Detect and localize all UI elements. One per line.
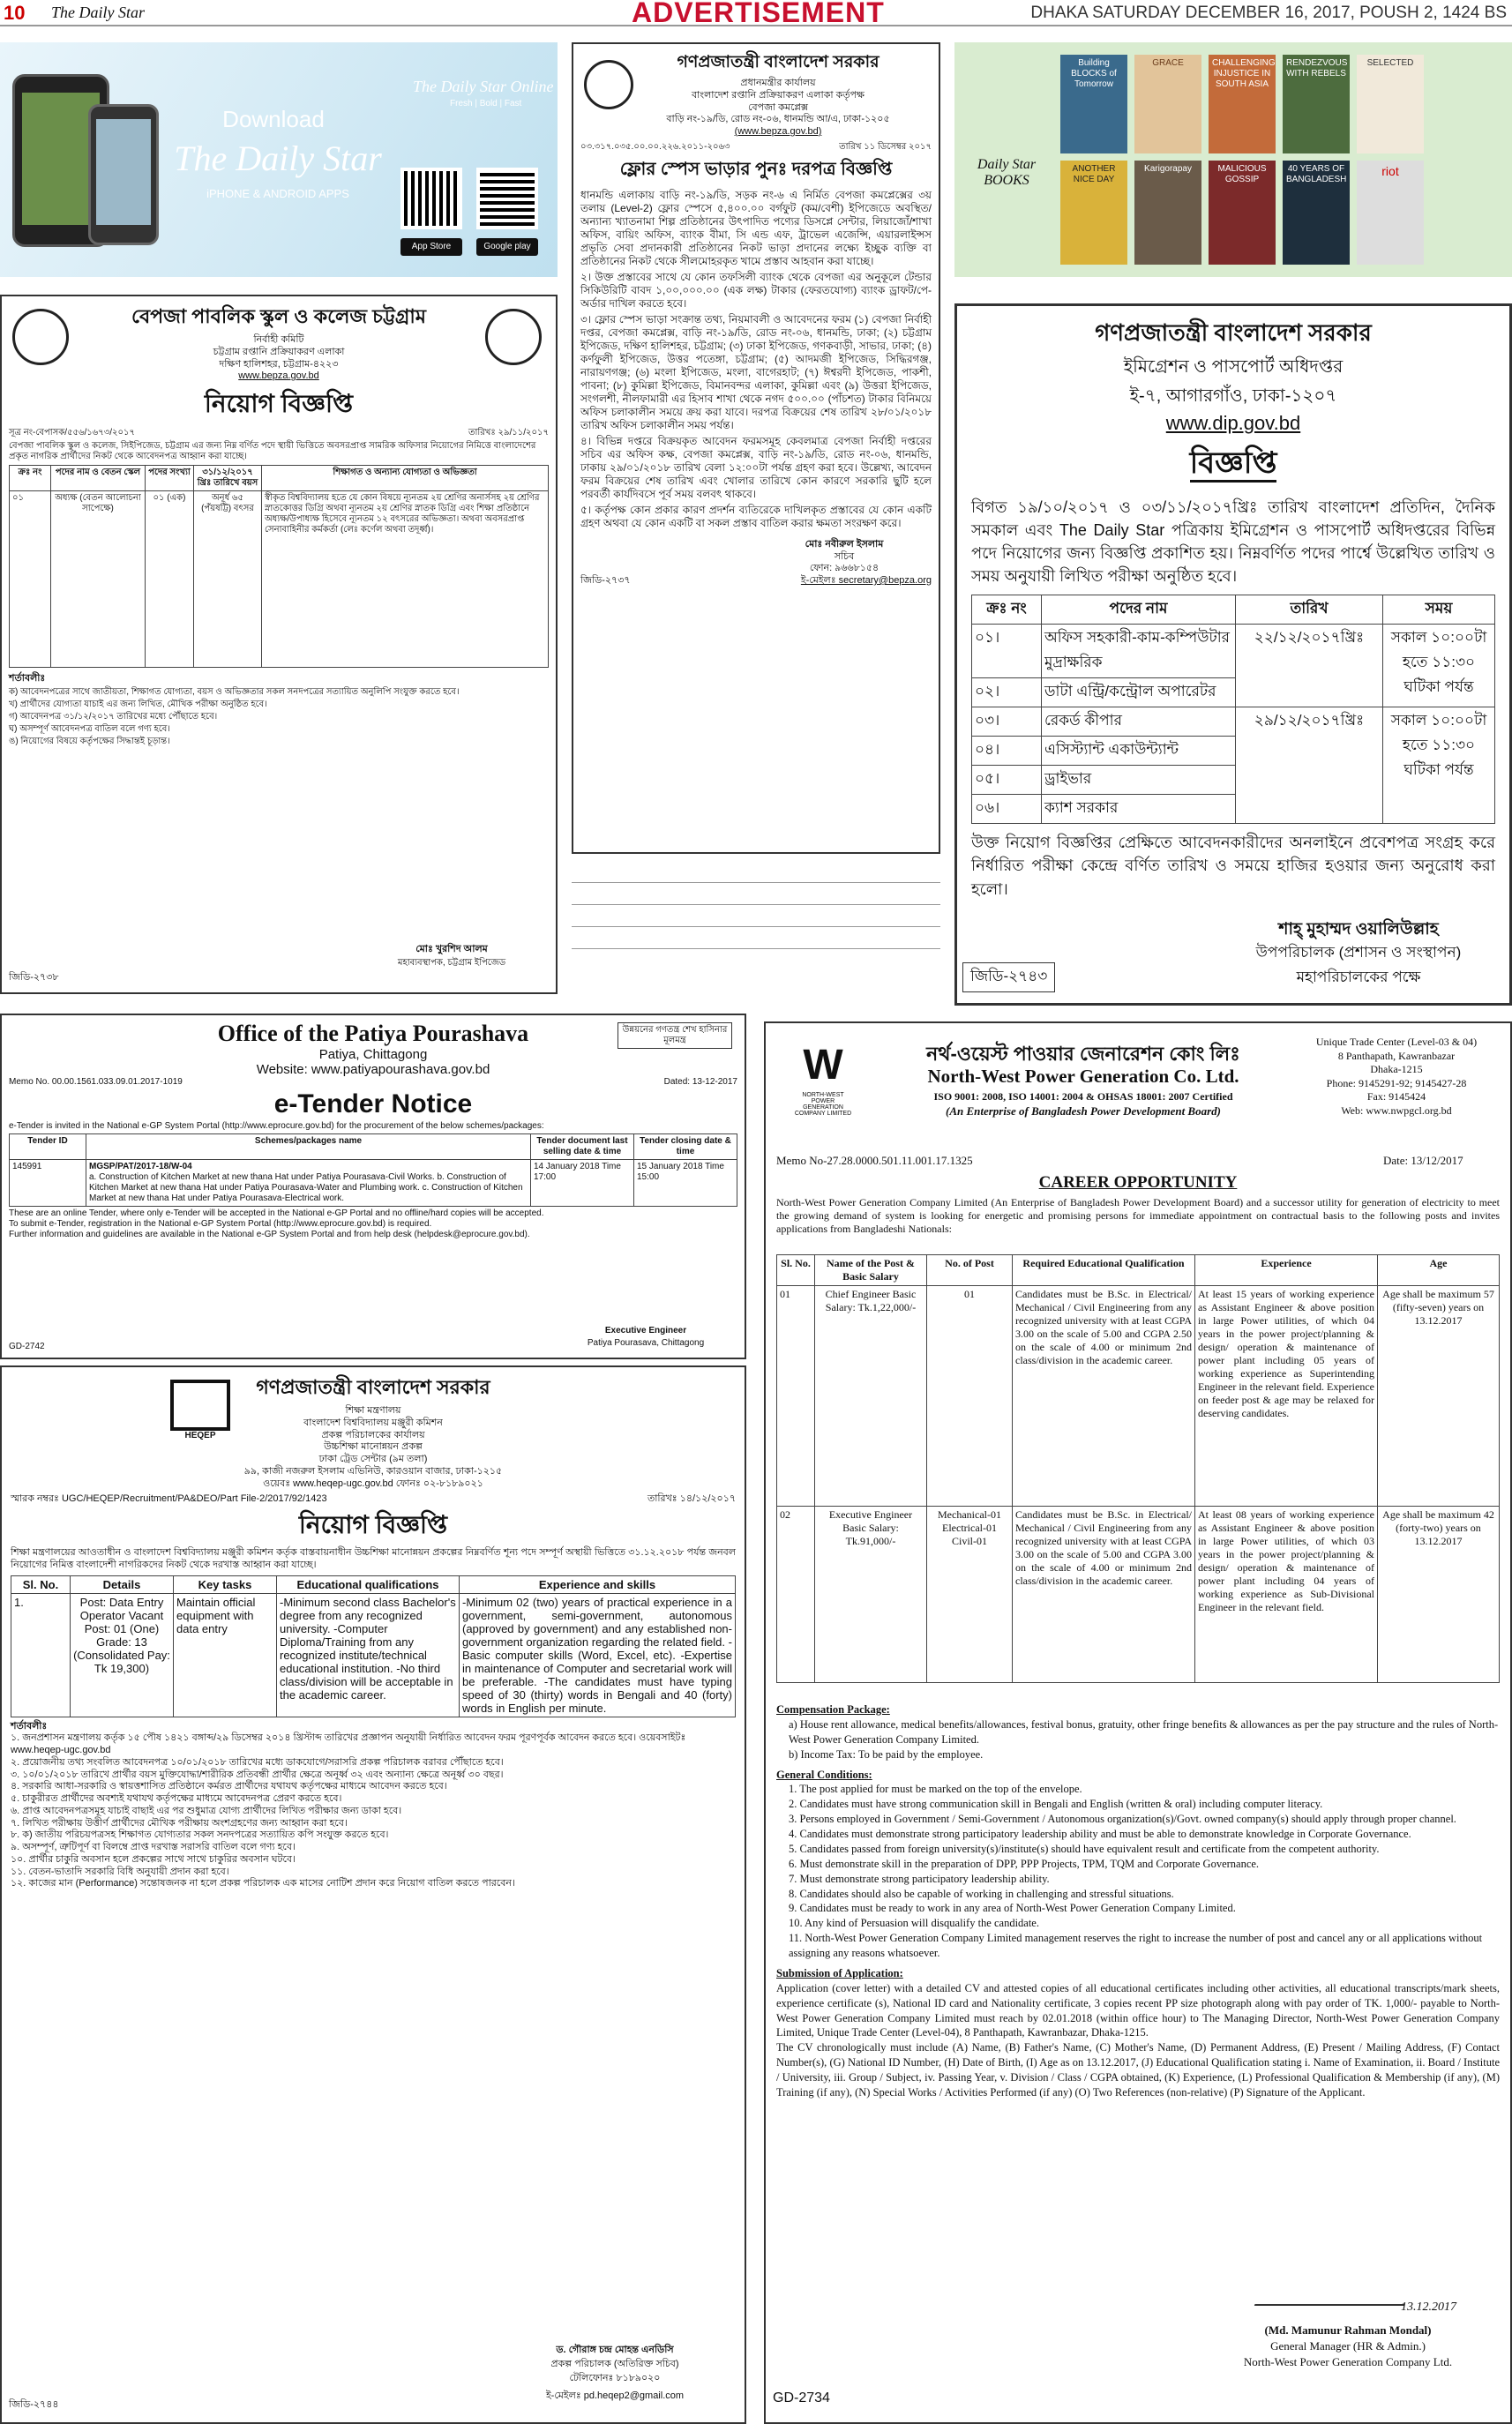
table-cell: ক্যাশ সরকার bbox=[1042, 795, 1236, 824]
bepza-school-ad bbox=[0, 295, 558, 994]
school-sig-title: মহাব্যবস্থাপক, চট্টগ্রাম ইপিজেড bbox=[397, 958, 506, 968]
heqep-title: গণপ্রজাতন্ত্রী বাংলাদেশ সরকার bbox=[256, 1376, 490, 1398]
heqep-line6: ৯৯, কাজী নজরুল ইসলাম এভিনিউ, কারওয়ান বাজার, ঢাকা-১২১৫ bbox=[243, 1465, 503, 1477]
ds-online-brand: The Daily Star Online bbox=[413, 78, 554, 95]
table-cell: Chief Engineer Basic Salary: Tk.1,22,000/- bbox=[815, 1286, 927, 1507]
table-header-row bbox=[972, 595, 1495, 625]
patiya-date: Dated: 13-12-2017 bbox=[663, 1077, 737, 1087]
table-header: Educational qualifications bbox=[277, 1575, 460, 1593]
bepza-tender-ad bbox=[572, 42, 940, 854]
nwpgcl-sig-date: 13.12.2017 bbox=[1401, 2301, 1456, 2314]
table-header: Age bbox=[1378, 1255, 1500, 1286]
table-cell: 14 January 2018 Time 17:00 bbox=[531, 1160, 634, 1207]
bepza-website-link[interactable]: (www.bepza.gov.bd) bbox=[734, 126, 822, 137]
dip-website-link[interactable]: www.dip.gov.bd bbox=[1165, 412, 1301, 434]
table-header: No. of Post bbox=[927, 1255, 1013, 1286]
heqep-memo: স্মারক নম্বরঃ UGC/HEQEP/Recruitment/PA&DEO/Part File-2/2017/92/1423 bbox=[11, 1493, 327, 1505]
table-row bbox=[972, 707, 1495, 737]
bepza-logo-icon bbox=[485, 309, 542, 365]
bepza-tender-p2: ২। উক্ত প্রস্তাবের সাথে যে কোন তফসিলী ব্যাংক থেকে বেপজা এর অনুকূলে টেন্ডার সিকিউরিটি বাবদ ১,০০,০০০.০০ (এক লক্ষ) টাকার (ফেরতযোগ্য) ব্যাংক ড্রাফট/পে-অর্ডার দাখিল করতে হবে। bbox=[580, 270, 932, 310]
list-item: ৯. অসম্পূর্ণ, ত্রুটিপূর্ণ বা বিলম্বে প্রাপ্ত দরখাস্ত সরাসরি বাতিল বলে গণ্য হবে। bbox=[11, 1842, 296, 1852]
sub-paragraph: The CV chronologically must include (A) Name, (B) Father's Name, (C) Mother's Name, (D) Permanent Address, (E) Present / Mailing Address, (F) Contact Number(s), (G) National ID Number, (H) Date of Birth, (I) Age as on 13.12.2017, (J) Educational Qualification stating i. Name of Examination, ii. Board / Institute / University, iii. Group / Subject, iv. Passing Year, v. Division / Class / CGPA obtained, (K) Experience, (L) Professional Qualification & Membership (if any), (M) Training (if any), (N) Special Works / Activities Performed (if any) (O) Two References (non-relative) (P) Signature of the Applicant. bbox=[776, 2041, 1500, 2099]
nwpgcl-intro: North-West Power Generation Company Limited (An Enterprise of Bangladesh Power Development Board) and a successor utility for generation of electricity to meet the growing demand of system is looking for energetic and promising persons for immediate appointment on contractual basis to the following posts and invites applications from Bangladeshi Nationals: bbox=[776, 1196, 1500, 1235]
address-line: Dhaka-1215 bbox=[1370, 1063, 1423, 1076]
list-item: 9. Candidates must be ready to work in any area of North-West Power Generation Company Limited. bbox=[789, 1902, 1236, 1915]
app-title: The Daily Star bbox=[174, 138, 382, 178]
heqep-line1: শিক্ষা মন্ত্রণালয় bbox=[345, 1405, 401, 1416]
list-item: b) Income Tax: To be paid by the employee. bbox=[789, 1747, 984, 1761]
table-header-row bbox=[10, 1134, 737, 1160]
table-cell: ০১। bbox=[972, 625, 1042, 678]
dip-sig-title: উপপরিচালক (প্রশাসন ও সংস্থাপন) bbox=[1255, 944, 1462, 961]
table-cell: At least 15 years of working experience as Assistant Engineer & above position in large Power utilities, of which 04 years in the power project/planning & design/ operation & maintenance of power plant including 05 years of working experience as Superintending Engineer in the relevant field. Experience on feeder post & age may be relaxed for deserving candidates. bbox=[1195, 1286, 1378, 1507]
heqep-email-link[interactable]: ই-মেইলঃ pd.heqep2@gmail.com bbox=[545, 2390, 685, 2401]
address-line: Fax: 9145424 bbox=[1366, 1090, 1426, 1104]
nwpgcl-logo-text: NORTH-WEST POWER GENERATION COMPANY LIMITED bbox=[794, 1092, 852, 1117]
dip-sig-name: শাহ্ মুহাম্মদ ওয়ালিউল্লাহ bbox=[1278, 920, 1439, 939]
table-cell: অধ্যক্ষ (বেতন আলোচনা সাপেক্ষে) bbox=[51, 491, 146, 668]
dip-intro: বিগত ১৯/১০/২০১৭ ও ০৩/১১/২০১৭খ্রিঃ তারিখ বাংলাদেশ প্রতিদিন, দৈনিক সমকাল এবং The Daily Star পত্রিকায় ইমিগ্রেশন ও পাসপোর্ট অধিদপ্তরের বিভিন্ন পদে নিয়োগের জন্য বিজ্ঞপ্তি প্রকাশিত হয়। নিম্নবর্ণিত পদের পার্শ্বে উল্লেখিত তারিখ ও সময় অনুযায়ী লিখিত পরীক্ষা অনুষ্ঠিত হবে। bbox=[971, 498, 1495, 586]
table-header: Tender closing date & time bbox=[634, 1134, 737, 1160]
school-code: জিডি-২৭৩৮ bbox=[9, 972, 59, 983]
nwpgcl-iso: ISO 9001: 2008, ISO 14001: 2004 & OHSAS 18001: 2007 Certified bbox=[933, 1090, 1233, 1103]
nwpgcl-address bbox=[1295, 1036, 1498, 1118]
gc-title: General Conditions: bbox=[776, 1768, 872, 1781]
list-item: 10. Any kind of Persuasion will disqualify the candidate. bbox=[789, 1917, 1039, 1930]
nwpgcl-enterprise: (An Enterprise of Bangladesh Power Development Board) bbox=[945, 1104, 1221, 1118]
list-item: ঘ) অসম্পূর্ণ আবেদনপত্র বাতিল বলে গণ্য হবে। bbox=[9, 723, 170, 734]
blank-lines bbox=[572, 882, 940, 953]
phone-image-2 bbox=[88, 104, 159, 245]
table-header: তারিখ bbox=[1236, 595, 1383, 625]
list-item: 6. Must demonstrate skill in the preparation of DPP, PPP Projects, TPM, TQM and Corporate Governance. bbox=[789, 1857, 1260, 1870]
school-table bbox=[9, 465, 549, 668]
book-cover: Karigorapay bbox=[1134, 161, 1201, 265]
list-item: 1. The post applied for must be marked on the top of the envelope. bbox=[789, 1783, 1082, 1796]
table-cell: 01 bbox=[927, 1286, 1013, 1507]
table-header: পদের নাম bbox=[1042, 595, 1236, 625]
table-cell: ০৪। bbox=[972, 737, 1042, 766]
table-header-row bbox=[10, 466, 549, 491]
table-header: ক্রঃ নং bbox=[10, 466, 51, 491]
table-cell: সকাল ১০:০০টা হতে ১১:৩০ ঘটিকা পর্যন্ত bbox=[1383, 625, 1495, 707]
heqep-heading: নিয়োগ বিজ্ঞপ্তি bbox=[298, 1511, 448, 1538]
heqep-sig-title: প্রকল্প পরিচালক (অতিরিক্ত সচিব) bbox=[550, 2359, 679, 2369]
books-ad bbox=[954, 42, 1512, 277]
signature-image bbox=[1254, 2276, 1415, 2306]
table-header: Experience and skills bbox=[460, 1575, 736, 1593]
table-cell: ০৫। bbox=[972, 766, 1042, 795]
table-row bbox=[10, 491, 549, 668]
table-row bbox=[10, 1160, 737, 1207]
heqep-sig-phone: টেলিফোনঃ ৮১৮৯০২০ bbox=[569, 2373, 661, 2383]
list-item: Further information and guidelines are available in the National e-GP System Portal and from help desk (helpdesk@eprocure.gov.bd). bbox=[9, 1230, 530, 1239]
heqep-logo bbox=[169, 1380, 231, 1450]
bepza-tender-ref: ০৩.৩১৭.০৩৫.০০.০০.২২৬.২০১১-২০৬৩ bbox=[580, 141, 730, 152]
app-store-button[interactable]: App Store bbox=[400, 238, 462, 256]
table-cell: এসিস্ট্যান্ট একাউন্ট্যান্ট bbox=[1042, 737, 1236, 766]
table-header: Schemes/packages name bbox=[86, 1134, 531, 1160]
table-cell: 145991 bbox=[10, 1160, 86, 1207]
table-cell: Maintain official equipment with data entry bbox=[174, 1593, 277, 1717]
table-header: Experience bbox=[1195, 1255, 1378, 1286]
list-item: ১০. প্রার্থীর চাকুরি অবসান হলে প্রকল্পের সাথে সাথে চাকুরির অবসান ঘটবে। bbox=[11, 1853, 296, 1865]
app-subtitle: iPHONE & ANDROID APPS bbox=[206, 187, 349, 200]
nwpgcl-body bbox=[776, 1702, 1500, 2100]
table-cell: ০১ (এক) bbox=[146, 491, 194, 668]
book-cover: MALICIOUS GOSSIP bbox=[1209, 161, 1276, 265]
patiya-memo: Memo No. 00.00.1561.033.09.01.2017-1019 bbox=[9, 1077, 183, 1087]
address-line: Web: www.nwpgcl.org.bd bbox=[1341, 1104, 1452, 1117]
table-cell: Mechanical-01 Electrical-01 Civil-01 bbox=[927, 1507, 1013, 1683]
patiya-code: GD-2742 bbox=[9, 1342, 45, 1351]
table-cell: রেকর্ড কীপার bbox=[1042, 707, 1236, 737]
list-item: These are an online Tender, where only e-Tender will be accepted in the National e-GP Portal and no offline/hard copies will be accepted. bbox=[9, 1208, 544, 1218]
school-date: তারিখঃ ২৯/১১/২০১৭ bbox=[468, 428, 549, 438]
address-line: 8 Panthapath, Kawranbazar bbox=[1337, 1049, 1456, 1062]
school-intro: বেপজা পাবলিক স্কুল ও কলেজ, সিইপিজেড, চট্টগ্রাম এর জন্য নিম্ন বর্ণিত পদে স্থায়ী ভিত্তিতে অবসরপ্রাপ্ত সামরিক অফিসার নিয়োগের নিমিত্তে বাংলাদেশের প্রকৃত নাগরিক প্রার্থীদের নিকট থেকে আবেদনপত্র আহ্বান করা যাচ্ছে। bbox=[9, 441, 536, 461]
table-header: Details bbox=[71, 1575, 174, 1593]
school-heading: নিয়োগ বিজ্ঞপ্তি bbox=[204, 390, 354, 417]
patiya-table bbox=[9, 1133, 737, 1207]
package-id: MGSP/PAT/2017-18/W-04 bbox=[89, 1162, 192, 1171]
table-header: Tender document last selling date & time bbox=[531, 1134, 634, 1160]
nwpgcl-table bbox=[776, 1254, 1500, 1683]
book-cover: CHALLENGING INJUSTICE IN SOUTH ASIA bbox=[1209, 55, 1276, 153]
table-cell: ০৬। bbox=[972, 795, 1042, 824]
patiya-memoline bbox=[9, 1077, 737, 1088]
table-cell: Executive Engineer Basic Salary: Tk.91,000/- bbox=[815, 1507, 927, 1683]
school-refline bbox=[9, 428, 549, 438]
books-brand: Daily Star BOOKS bbox=[977, 157, 1037, 188]
heqep-date: তারিখঃ ১৪/১২/২০১৭ bbox=[647, 1493, 736, 1505]
school-website-link[interactable]: www.bepza.gov.bd bbox=[238, 370, 319, 382]
school-ref: সূত্র নং-বেপাসক/৫৫৬/১৬৭৩/২০১৭ bbox=[9, 428, 136, 438]
list-item: ৫. চাকুরীরত প্রার্থীদের অবশ্যই যথাযথ কর্তৃপক্ষের মাধ্যমে আবেদনপত্র প্রেরণ করতে হবে। bbox=[11, 1793, 342, 1804]
dip-line2: ই-৭, আগারগাঁও, ঢাকা-১২০৭ bbox=[1129, 386, 1337, 406]
patiya-sig-org: Patiya Pourasava, Chittagong bbox=[587, 1338, 705, 1348]
heqep-line4: উচ্চশিক্ষা মানোন্নয়ন প্রকল্প bbox=[324, 1441, 423, 1453]
bepza-tender-p5: ৫। কর্তৃপক্ষ কোন প্রকার কারণ প্রদর্শন ব্যতিরেকে দাখিলকৃত প্রস্তাবের যে কোন একটি গ্রহণ অথবা যে কোন একটি বা সকল প্রস্তাব বাতিল করার ক্ষমতা সংরক্ষণ করে। bbox=[580, 503, 932, 529]
bepza-tender-line2: বাংলাদেশ রপ্তানি প্রক্রিয়াকরণ এলাকা কর্তৃপক্ষ bbox=[692, 89, 865, 101]
list-item: 4. Candidates must demonstrate strong participatory leadership ability and must be able to demonstrate knowledge in Corporate Governance. bbox=[789, 1828, 1411, 1840]
heqep-sig-name: ড. গৌরাঙ্গ চন্দ্র মোহন্ত এনডিসি bbox=[556, 2345, 674, 2355]
patiya-title: Office of the Patiya Pourashava bbox=[217, 1021, 529, 1046]
table-row bbox=[777, 1507, 1500, 1683]
table-cell: Age shall be maximum 42 (forty-two) years on 13.12.2017 bbox=[1378, 1507, 1500, 1683]
heqep-line2: বাংলাদেশ বিশ্ববিদ্যালয় মঞ্জুরী কমিশন bbox=[303, 1417, 443, 1428]
nwpgcl-code: GD-2734 bbox=[773, 2390, 830, 2405]
school-terms-title: শর্তাবলীঃ bbox=[9, 673, 46, 684]
bepza-tender-date: তারিখ ১১ ডিসেম্বর ২০১৭ bbox=[839, 141, 932, 152]
table-cell: ২২/১২/২০১৭খ্রিঃ bbox=[1236, 625, 1383, 707]
list-item: ৮. ক) জাতীয় পরিচয়পত্রসহ শিক্ষাগত যোগ্যতার সকল সনদপত্রের সত্যায়িত কপি সংযুক্ত করতে হবে। bbox=[11, 1829, 389, 1841]
nwpgcl-heading: CAREER OPPORTUNITY bbox=[1038, 1173, 1238, 1192]
school-line2: চট্টগ্রাম রপ্তানি প্রক্রিয়াকরণ এলাকা bbox=[213, 346, 345, 357]
heqep-website-link[interactable]: ওয়েবঃ www.heqep-ugc.gov.bd ফোনঃ ০২-৮১৮৯০২১ bbox=[263, 1478, 483, 1489]
list-item: ঙ) নিয়োগের বিষয়ে কর্তৃপক্ষের সিদ্ধান্তই চূড়ান্ত। bbox=[9, 736, 170, 746]
nwpgcl-sig-title: General Manager (HR & Admin.) bbox=[1270, 2339, 1426, 2353]
table-cell: ০১ bbox=[10, 491, 51, 668]
table-header: সময় bbox=[1383, 595, 1495, 625]
table-cell: Candidates must be B.Sc. in Electrical/ Mechanical / Civil Engineering from any recognized university with at least CGPA 3.00 on the scale of 5.00 and CGPA 3.00 on the scale of 4.00 or minimum 2nd class/division in the academic career. bbox=[1013, 1507, 1195, 1683]
list-item: 8. Candidates should also be capable of working in challenging and stressful situations. bbox=[789, 1887, 1174, 1900]
heqep-memoline bbox=[11, 1493, 736, 1506]
book-cover: 40 YEARS OF BANGLADESH bbox=[1283, 161, 1350, 265]
table-cell: ড্রাইভার bbox=[1042, 766, 1236, 795]
dip-line1: ইমিগ্রেশন ও পাসপোর্ট অধিদপ্তর bbox=[1123, 357, 1344, 377]
bepza-tender-line4: বাড়ি নং-১৯/ডি, রোড নং-০৬, ধানমন্ডি আ/এ, ঢাকা-১২০৫ bbox=[666, 114, 890, 125]
table-header-row bbox=[777, 1255, 1500, 1286]
book-cover: GRACE bbox=[1134, 55, 1201, 153]
table-row bbox=[11, 1593, 736, 1717]
bepza-tender-code: জিডি-২৭৩৭ bbox=[580, 575, 631, 586]
list-item: 3. Persons employed in Government / Semi-Government / Autonomous organization(s)/Govt. owned company(s) should apply through proper channel. bbox=[789, 1813, 1456, 1826]
list-item: ১. জনপ্রশাসন মন্ত্রণালয় কর্তৃক ১৫ পৌষ ১৪২১ বঙ্গাব্দ/২৯ ডিসেম্বর ২০১৪ খ্রিস্টাব্দ তারিখের প্রজ্ঞাপন অনুযায়ী নির্ধারিত আবেদন ফরম পূরণপূর্বক আবেদন করতে হবে। ওয়েবসাইটঃ www.heqep-ugc.gov.bd bbox=[11, 1732, 686, 1755]
list-item: ১২. কাজের মান (Performance) সন্তোষজনক না হলে প্রকল্প পরিচালক এক মাসের নোটিশ প্রদান করে নিয়োগ বাতিল করতে পারবেন। bbox=[11, 1878, 515, 1889]
table-header-row bbox=[11, 1575, 736, 1593]
bepza-tender-refline bbox=[580, 142, 932, 153]
list-item: ৪. সরকারি আধা-সরকারি ও স্বায়ত্তশাসিত প্রতিষ্ঠানে কর্মরত প্রার্থীদের যথাযথ কর্তৃপক্ষের মাধ্যমে আবেদন করতে হবে। bbox=[11, 1781, 447, 1792]
bepza-tender-line1: প্রধানমন্ত্রীর কার্যালয় bbox=[740, 78, 816, 88]
nwpgcl-title: North-West Power Generation Co. Ltd. bbox=[927, 1066, 1239, 1087]
heqep-logo-icon bbox=[170, 1380, 230, 1431]
package-desc: a. Construction of Kitchen Market at new thana Hat under Patiya Pourasava-Civil Works. b. Construction of Kitchen Market at new thana Hat under Patiya Pourasava-Water and Plumbing work. c. Construction of Kitchen Market at new thana Hat under Patiya Pourasava-Electrical work. bbox=[89, 1172, 523, 1203]
address-line: Unique Trade Center (Level-03 & 04) bbox=[1315, 1036, 1478, 1048]
dip-ad bbox=[954, 303, 1512, 1006]
school-logo-icon bbox=[12, 309, 69, 365]
bepza-tender-phone: ফোন: ৯৬৬৮১৫৪ bbox=[809, 563, 880, 574]
bepza-email-link[interactable]: ই-মেইলঃ secretary@bepza.org bbox=[800, 575, 932, 586]
table-cell: Candidates must be B.Sc. in Electrical/ Mechanical / Civil Engineering from any recognized university with at least CGPA 3.00 on the scale of 5.00 and CGPA 2.50 on the scale of 4.00 or minimum 2nd class/division in the academic career. bbox=[1013, 1286, 1195, 1507]
sub-paragraph: Application (cover letter) with a detailed CV and attested copies of all educational certificates including other activities, all educational transcripts/mark sheets, experience certificate (s), National ID card and Nationality certificate, 3 copies recent PP size photograph along with pay order of TK. 1,000/- payable to North-West Power Generation Company Limited must reach by 02.01.2018 (within office hour) to The Managing Director, North-West Power Generation Company Limited, Unique Trade Center (Level-04), 8 Panthapath, Kawranbazar, Dhaka-1215. bbox=[776, 1981, 1500, 2039]
table-header: Name of the Post & Basic Salary bbox=[815, 1255, 927, 1286]
table-header: ৩১/১২/২০১৭ খ্রিঃ তারিখে বয়স bbox=[194, 466, 262, 491]
dateline: DHAKA SATURDAY DECEMBER 16, 2017, POUSH 2, 1424 BS bbox=[1030, 4, 1507, 22]
nwpgcl-memo: Memo No-27.28.0000.501.11.001.17.1325 bbox=[776, 1154, 973, 1167]
list-item: খ) প্রার্থীদের যোগ্যতা যাচাই এর জন্য লিখিত, মৌখিক পরীক্ষা অনুষ্ঠিত হবে। bbox=[9, 699, 267, 709]
heqep-terms-title: শর্তাবলীঃ bbox=[11, 1720, 48, 1732]
table-cell: Post: Data Entry Operator Vacant Post: 01 (One) Grade: 13 (Consolidated Pay: Tk 19,300) bbox=[71, 1593, 174, 1717]
nwpgcl-ad bbox=[764, 1021, 1512, 2424]
dip-code: জিডি-২৭৪৩ bbox=[962, 962, 1055, 992]
list-item: ২. প্রয়োজনীয় তথ্য সংবলিত আবেদনপত্র ১০/০১/২০১৮ তারিখের মধ্যে ডাকযোগে/সরাসরি প্রকল্প পরিচালক বরাবর পৌঁছাতে হবে। bbox=[11, 1756, 504, 1768]
table-header: পদের সংখ্যা bbox=[146, 466, 194, 491]
dip-heading-wrap bbox=[971, 440, 1495, 490]
bepza-tender-footer bbox=[580, 575, 932, 587]
dip-note: উক্ত নিয়োগ বিজ্ঞপ্তির প্রেক্ষিতে আবেদনকারীদের অনলাইনে প্রবেশপত্র সংগ্রহ করে নির্ধারিত পরীক্ষা কেন্দ্রে বর্ণিত তারিখ ও সময়ে হাজির হওয়ার জন্য অনুরোধ করা হলো। bbox=[971, 834, 1495, 898]
book-cover: Building BLOCKS of Tomorrow bbox=[1060, 55, 1127, 153]
book-cover: SELECTED bbox=[1357, 55, 1424, 153]
heqep-line5: ঢাকা ট্রেড সেন্টার (৯ম তলা) bbox=[318, 1454, 428, 1464]
qr-code-ios-icon bbox=[400, 168, 462, 229]
patiya-stamp: উন্নয়নের গণতন্ত্র শেখ হাসিনার মূলমন্ত্র bbox=[618, 1022, 732, 1049]
page-number: 10 bbox=[4, 2, 26, 24]
table-cell: -Minimum 02 (two) years of practical experience in a government, semi-government, autonomous (approved by government) and any established non-government organization regarding the related field. -Basic computer skills (Word, Excel, etc). -Expertise in maintenance of Computer and secretarial work will be preferable. -The candidates must have typing speed of 30 (thirty) words in Bengali and 40 (forty) words in English per minute. bbox=[460, 1593, 736, 1717]
nwpgcl-sig-org: North-West Power Generation Company Ltd. bbox=[1243, 2355, 1453, 2368]
list-item: ৩. ১০/০১/২০১৮ তারিখে প্রার্থীর বয়স মুক্তিযোদ্ধা/শারীরিক প্রতিবন্ধী প্রার্থীর ক্ষেত্রে অনূর্ধ্ব ৩২ এবং অন্যান্য ক্ষেত্রে অনূর্ধ্ব ৩০ বছর। bbox=[11, 1769, 504, 1780]
nwpgcl-logo bbox=[792, 1039, 854, 1136]
table-cell: 15 January 2018 Time 15:00 bbox=[634, 1160, 737, 1207]
nwpgcl-date: Date: 13/12/2017 bbox=[1383, 1154, 1463, 1167]
app-ad bbox=[0, 42, 558, 277]
book-cover: riot bbox=[1357, 161, 1424, 265]
nwpgcl-bn-title: নর্থ-ওয়েস্ট পাওয়ার জেনারেশন কোং লিঃ bbox=[926, 1043, 1240, 1065]
nwpgcl-logo-icon: W bbox=[803, 1042, 843, 1089]
table-cell: সকাল ১০:০০টা হতে ১১:৩০ ঘটিকা পর্যন্ত bbox=[1383, 707, 1495, 824]
nwpgcl-sig-name: (Md. Mamunur Rahman Mondal) bbox=[1264, 2323, 1432, 2337]
bepza-tender-sig-name: মোঃ নবীরুল ইসলাম bbox=[805, 538, 884, 550]
table-cell: ০৩। bbox=[972, 707, 1042, 737]
table-cell: 02 bbox=[777, 1507, 815, 1683]
table-cell: Age shall be maximum 57 (fifty-seven) years on 13.12.2017 bbox=[1378, 1286, 1500, 1507]
school-sig-name: মোঃ খুরশিদ আলম bbox=[415, 944, 488, 954]
address-line: Phone: 9145291-92; 9145427-28 bbox=[1326, 1076, 1467, 1089]
table-cell bbox=[86, 1160, 531, 1207]
heqep-intro: শিক্ষা মন্ত্রণালয়ের আওতাধীন ও বাংলাদেশ বিশ্ববিদ্যালয় মঞ্জুরী কমিশন কর্তৃক বাস্তবায়নাধীন উচ্চশিক্ষা মানোন্নয়ন প্রকল্পের নিম্নবর্ণিত শূন্য পদে সম্পূর্ণ অস্থায়ী ভিত্তিতে ৩১.১২.২০১৮ পর্যন্ত জনবল নিয়োগের নিমিত্ত বাংলাদেশী নাগরিকদের নিকট থেকে দরখাস্ত আহ্বান করা যাচ্ছে। bbox=[11, 1547, 736, 1570]
list-item: 11. North-West Power Generation Company Limited management reserves the right to increase the number of post and cancel any or all applications without assigning any reasons whatsoever. bbox=[789, 1932, 1483, 1959]
table-cell: ২৯/১২/২০১৭খ্রিঃ bbox=[1236, 707, 1383, 824]
list-item: ৬. প্রাপ্ত আবেদনপত্রসমূহ যাচাই বাছাই এর পর শুধুমাত্র যোগ্য প্রার্থীদের লিখিত পরীক্ষার জন্য ডাকা হবে। bbox=[11, 1805, 402, 1816]
table-row bbox=[972, 625, 1495, 678]
bepza-tender-title: গণপ্রজাতন্ত্রী বাংলাদেশ সরকার bbox=[677, 53, 880, 71]
heqep-table bbox=[11, 1575, 736, 1717]
table-cell: 01 bbox=[777, 1286, 815, 1507]
bepza-tender-p3: ৩। ফ্লোর স্পেস ভাড়া সংক্রান্ত তথ্য, নিয়মাবলী ও আবেদনের ফরম (১) বেপজা নির্বাহী দপ্তর, বেপজা কমপ্লেক্স, বাড়ি নং-১৯/ডি, রোড নং-০৬, ধানমন্ডি, ঢাকা; (২) চট্টগ্রাম ইপিজেড, দক্ষিণ হালিশহর, চট্টগ্রাম; (৩) ঢাকা ইপিজেড, গণকবাড়ী, সাভার, ঢাকা; (৪) কর্ণফুলী ইপিজেড, উত্তর পতেঙ্গা, চট্টগ্রাম; (৫) আদমজী ইপিজেড, সিদ্ধিরগঞ্জ, নারায়ণগঞ্জ; (৬) মংলা ইপিজেড, মংলা, বাগেরহাট; (৭) ঈশ্বরদী ইপিজেড, পাকশী, পাবনা; (৮) কুমিল্লা ইপিজেড, বিমানবন্দর এলাকা, কুমিল্লা এবং (৯) উত্তরা ইপিজেড, সংগলশী, নীলফামারী এর হিসাব শাখা থেকে নগদ ৫০০.০০ (পাঁচশত) টাকার বিনিময়ে অফিস চলাকালীন সময়ে ক্রয় করা যাবে। দরপত্র বিক্রয়ের শেষ তারিখ ২৮/০১/২০১৮ তারিখ অফিস চলাকালীন সময় পর্যন্ত। bbox=[580, 312, 932, 431]
list-item: ৭. লিখিত পরীক্ষায় উত্তীর্ণ প্রার্থীদের মৌখিক পরীক্ষায় অংশগ্রহণের জন্য আহ্বান করা হবে। bbox=[11, 1817, 348, 1829]
comp-title: Compensation Package: bbox=[776, 1703, 890, 1716]
list-item: ১১. বেতন-ভাতাদি সরকারি বিধি অনুযায়ী প্রদান করা হবে। bbox=[11, 1866, 229, 1877]
book-cover: RENDEZVOUS WITH REBELS bbox=[1283, 55, 1350, 153]
qr-code-android-icon bbox=[476, 168, 538, 229]
patiya-website-link[interactable]: Website: www.patiyapourashava.gov.bd bbox=[256, 1062, 490, 1077]
table-header: Required Educational Qualification bbox=[1013, 1255, 1195, 1286]
table-cell: ডাটা এন্ট্রি/কন্ট্রোল অপারেটর bbox=[1042, 678, 1236, 707]
patiya-heading: e-Tender Notice bbox=[273, 1089, 473, 1118]
table-header: পদের নাম ও বেতন স্কেল bbox=[51, 466, 146, 491]
dip-heading: বিজ্ঞপ্তি bbox=[1190, 446, 1277, 483]
list-item: 7. Must demonstrate strong participatory leadership ability. bbox=[789, 1872, 1050, 1885]
table-header: Sl. No. bbox=[11, 1575, 71, 1593]
table-cell: অনূর্ধ ৬৫ (পঁয়ষট্টি) বৎসর bbox=[194, 491, 262, 668]
table-cell: স্বীকৃত বিশ্ববিদ্যালয় হতে যে কোন বিষয়ে ন্যূনতম ২য় শ্রেণির অনার্সসহ ২য় শ্রেণির স্নাতকোত্তর ডিগ্রি অথবা ন্যূনতম ২য় শ্রেণির স্নাতক ডিগ্রি এবং শিক্ষা প্রতিষ্ঠানে অধ্যক্ষ/উপাধ্যক্ষ হিসেবে ন্যূনতম ১২ বৎসরের অভিজ্ঞতা। অথবা অবসরপ্রাপ্ত সেনাবাহিনীর কর্মকর্তা (লেঃ কর্ণেল অথবা তদূর্ধ্ব)। bbox=[262, 491, 549, 668]
section-title: ADVERTISEMENT bbox=[632, 0, 885, 28]
patiya-line1: Patiya, Chittagong bbox=[318, 1047, 428, 1062]
table-header: ক্রঃ নং bbox=[972, 595, 1042, 625]
school-line1: নির্বাহী কমিটি bbox=[253, 334, 304, 345]
list-item: গ) আবেদনপত্র ৩১/১২/২০১৭ তারিখের মধ্যে পৌঁছাতে হবে। bbox=[9, 711, 218, 722]
heqep-logo-text: HEQEP bbox=[184, 1431, 216, 1440]
google-play-button[interactable]: Google play bbox=[476, 238, 538, 256]
bepza-tender-p4: ৪। বিভিন্ন দপ্তরে বিক্রয়কৃত আবেদন ফরমসমূহ কেবলমাত্র বেপজা নির্বাহী দপ্তরের সচিব এর অফিস কক্ষ, বেপজা কমপ্লেক্স, বাড়ি নং-১৯/ডি, রোড নং-০৬, ধানমন্ডি, ঢাকায় ২৯/০১/২০১৮ তারিখ বেলা ১২:০০টা পর্যন্ত গ্রহণ করা হবে। উল্লেখ্য, আবেদন ফরম বিক্রয়ের শেষ তারিখ এবং খোলার তারিখে কোন কারণে সরকারি ছুটি হলে পরবর্তী কার্যদিবসে পূর্ব সময় বলবৎ থাকবে। bbox=[580, 434, 932, 500]
table-header: Key tasks bbox=[174, 1575, 277, 1593]
heqep-ad bbox=[0, 1365, 746, 2424]
list-item: To submit e-Tender, registration in the National e-GP System Portal (http://www.eprocure.gov.bd) is required. bbox=[9, 1219, 432, 1229]
table-cell: At least 08 years of working experience as Assistant Engineer & above position in large Power utilities, of which 03 years in the power project/planning & design/ operation & maintenance of power plant including 04 years of working experience as Sub-Divisional Engineer in the relevant field. bbox=[1195, 1507, 1378, 1683]
table-cell: -Minimum second class Bachelor's degree from any recognized university. -Computer Diploma/Training from any recognized institute/technical educational institution. -No third class/division will be acceptable in the academic career. bbox=[277, 1593, 460, 1717]
table-header: Sl. No. bbox=[777, 1255, 815, 1286]
school-title: বেপজা পাবলিক স্কুল ও কলেজ চট্টগ্রাম bbox=[131, 305, 426, 327]
table-cell: অফিস সহকারী-কাম-কম্পিউটার মুদ্রাক্ষরিক bbox=[1042, 625, 1236, 678]
dip-title: গণপ্রজাতন্ত্রী বাংলাদেশ সরকার bbox=[1095, 319, 1372, 346]
ds-online-tagline: Fresh | Bold | Fast bbox=[450, 99, 522, 108]
list-item: a) House rent allowance, medical benefits/allowances, festival bonus, gratuity, other fringe benefits & allowances as per the pay structure and the rules of North-West Power Generation Company Limited. bbox=[789, 1717, 1499, 1746]
list-item: 2. Candidates must have strong communication skill in Bengali and English (written & oral) including computer literacy. bbox=[789, 1798, 1323, 1811]
bepza-logo-icon bbox=[584, 60, 633, 109]
heqep-line3: প্রকল্প পরিচালকের কার্যালয় bbox=[321, 1429, 425, 1440]
dip-table bbox=[971, 595, 1495, 824]
school-line3: দক্ষিণ হালিশহর, চট্টগ্রাম-৪২২৩ bbox=[219, 358, 339, 370]
bepza-tender-p1: ধানমন্ডি এলাকায় বাড়ি নং-১৯/ডি, সড়ক নং-৬ এ নির্মিত বেপজা কমপ্লেক্সের ৩য় তলায় (Level-2) ফ্লোর স্পেসে ৫,৪০০.০০ বর্গফুট (কম/বেশী) ইপিজেডে অবস্থিত/অন্যান্য খ্যাতনামা শিল্প প্রতিষ্ঠানের উৎপাদিত পণ্যের ডিসপ্লে সেন্টার, লিয়াজোঁ/শাখা অফিস, বায়িং অফিস, ব্যাংক বীমা, সি এন্ড এফ, ট্রাভেল এজেন্সি, এয়ারলাইন্সস প্রভৃতি সেবা প্রদানকারী প্রতিষ্ঠানের নিকট ভাড়া প্রদানের লক্ষ্যে ইচ্ছুক ব্যক্তি বা প্রতিষ্ঠানের নিকট থেকে সীলমোহরকৃত খামে প্রস্তাব আহবান করা যাচ্ছে। bbox=[580, 188, 932, 267]
patiya-sig-title: Executive Engineer bbox=[604, 1326, 687, 1335]
list-item: 5. Candidates passed from foreign university(s)/institute(s) should have equivalent result and certificate from the competent authority. bbox=[789, 1842, 1380, 1855]
sub-title: Submission of Application: bbox=[776, 1966, 903, 1979]
table-cell: ০২। bbox=[972, 678, 1042, 707]
patiya-intro: e-Tender is invited in the National e-GP System Portal (http://www.eprocure.gov.bd) for the procurement of the below schemes/packages: bbox=[9, 1121, 544, 1131]
page-header bbox=[0, 0, 1512, 26]
masthead: The Daily Star bbox=[51, 4, 145, 21]
table-header: শিক্ষাগত ও অন্যান্য যোগ্যতা ও অভিজ্ঞতা bbox=[262, 466, 549, 491]
dip-sig-for: মহাপরিচালকের পক্ষে bbox=[1296, 969, 1421, 985]
table-cell: 1. bbox=[11, 1593, 71, 1717]
bepza-tender-sig-title: সচিব bbox=[834, 550, 855, 562]
bepza-tender-heading: ফ্লোর স্পেস ভাড়ার পুনঃ দরপত্র বিজ্ঞপ্তি bbox=[619, 159, 893, 179]
bepza-tender-line3: বেপজা কমপ্লেক্স bbox=[748, 101, 808, 113]
table-row bbox=[777, 1286, 1500, 1507]
heqep-code: জিডি-২৭৪৪ bbox=[9, 2399, 59, 2410]
download-label: Download bbox=[222, 106, 325, 132]
table-header: Tender ID bbox=[10, 1134, 86, 1160]
book-cover: ANOTHER NICE DAY bbox=[1060, 161, 1127, 265]
list-item: ক) আবেদনপত্রের সাথে জাতীয়তা, শিক্ষাগত যোগ্যতা, বয়স ও অভিজ্ঞতার সকল সনদপত্রের সত্যায়িত অনুলিপি সংযুক্ত করতে হবে। bbox=[9, 686, 460, 697]
patiya-ad bbox=[0, 1014, 746, 1359]
